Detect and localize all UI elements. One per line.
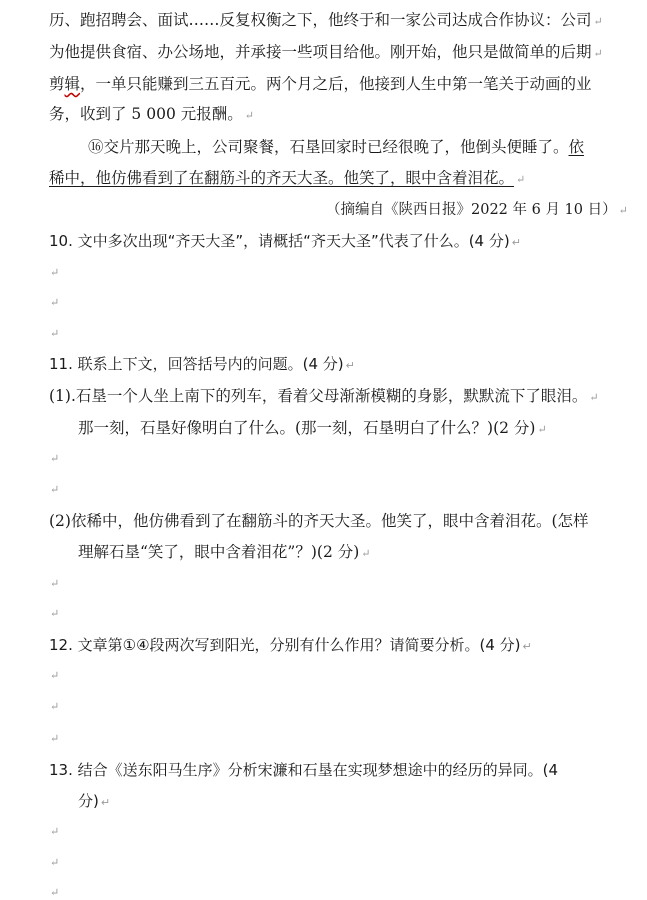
answer-blank-line[interactable]: ↵ (50, 856, 60, 869)
answer-blank-line[interactable]: ↵ (50, 452, 60, 465)
question-11: 11. 联系上下文，回答括号内的问题。(4 分) ↵ (49, 355, 355, 373)
answer-blank-line[interactable]: ↵ (50, 327, 60, 340)
question-11-2-cont: 理解石垦“笑了，眼中含着泪花”？)(2 分) ↵ (78, 543, 371, 561)
answer-blank-line[interactable]: ↵ (50, 825, 60, 838)
question-13: 13. 结合《送东阳马生序》分析宋濂和石垦在实现梦想途中的经历的异同。(4 (49, 761, 559, 779)
passage-line: 历、跑招聘会、面试……反复权衡之下，他终于和一家公司达成合作协议：公司 ↵ (49, 11, 603, 29)
answer-blank-line[interactable]: ↵ (50, 296, 60, 309)
paragraph-mark-icon: ↵ (361, 547, 371, 560)
paragraph-mark-icon: ↵ (516, 173, 526, 186)
paragraph-mark-icon: ↵ (244, 109, 254, 122)
answer-blank-line[interactable]: ↵ (50, 886, 60, 899)
paragraph-16-cont: 稀中，他仿佛看到了在翻筋斗的齐天大圣。他笑了，眼中含着泪花。 ↵ (49, 169, 526, 187)
answer-blank-line[interactable]: ↵ (50, 577, 60, 590)
paragraph-mark-icon: ↵ (522, 640, 532, 653)
paragraph-mark-icon: ↵ (345, 359, 355, 372)
passage-line: 务，收到了 5 000 元报酬。 ↵ (49, 105, 254, 123)
question-11-2: (2)依稀中，他仿佛看到了在翻筋斗的齐天大圣。他笑了，眼中含着泪花。(怎样 (49, 512, 589, 530)
answer-blank-line[interactable]: ↵ (50, 483, 60, 496)
answer-blank-line[interactable]: ↵ (50, 607, 60, 620)
passage-line: 剪辑，一单只能赚到三五百元。两个月之后，他接到人生中第一笔关于动画的业 (49, 75, 592, 93)
passage-line: 为他提供食宿、办公场地，并承接一些项目给他。刚开始，他只是做简单的后期 ↵ (49, 43, 603, 61)
question-10: 10. 文中多次出现“齐天大圣”，请概括“齐天大圣”代表了什么。(4 分) ↵ (49, 232, 521, 250)
question-13-cont: 分) ↵ (78, 792, 111, 810)
answer-blank-line[interactable]: ↵ (50, 732, 60, 745)
answer-blank-line[interactable]: ↵ (50, 266, 60, 279)
paragraph-16: ⑯交片那天晚上，公司聚餐，石垦回家时已经很晚了，他倒头便睡了。依 (88, 138, 585, 156)
question-11-1-cont: 那一刻，石垦好像明白了什么。(那一刻，石垦明白了什么？)(2 分) ↵ (78, 419, 547, 437)
paragraph-mark-icon: ↵ (618, 204, 628, 217)
paragraph-mark-icon: ↵ (593, 47, 603, 60)
question-12: 12. 文章第①④段两次写到阳光，分别有什么作用？请简要分析。(4 分) ↵ (49, 636, 532, 654)
paragraph-mark-icon: ↵ (100, 796, 111, 809)
paragraph-mark-icon: ↵ (589, 391, 599, 404)
paragraph-mark-icon: ↵ (511, 236, 521, 249)
answer-blank-line[interactable]: ↵ (50, 700, 60, 713)
question-11-1: (1).石垦一个人坐上南下的列车，看着父母渐渐模糊的身影，默默流下了眼泪。 ↵ (49, 387, 599, 405)
paragraph-mark-icon: ↵ (537, 423, 547, 436)
spellcheck-underline: 辑 (64, 75, 81, 93)
answer-blank-line[interactable]: ↵ (50, 669, 60, 682)
source-citation: （摘编自《陕西日报》2022 年 6 月 10 日） ↵ (326, 202, 628, 218)
paragraph-mark-icon: ↵ (593, 15, 603, 28)
